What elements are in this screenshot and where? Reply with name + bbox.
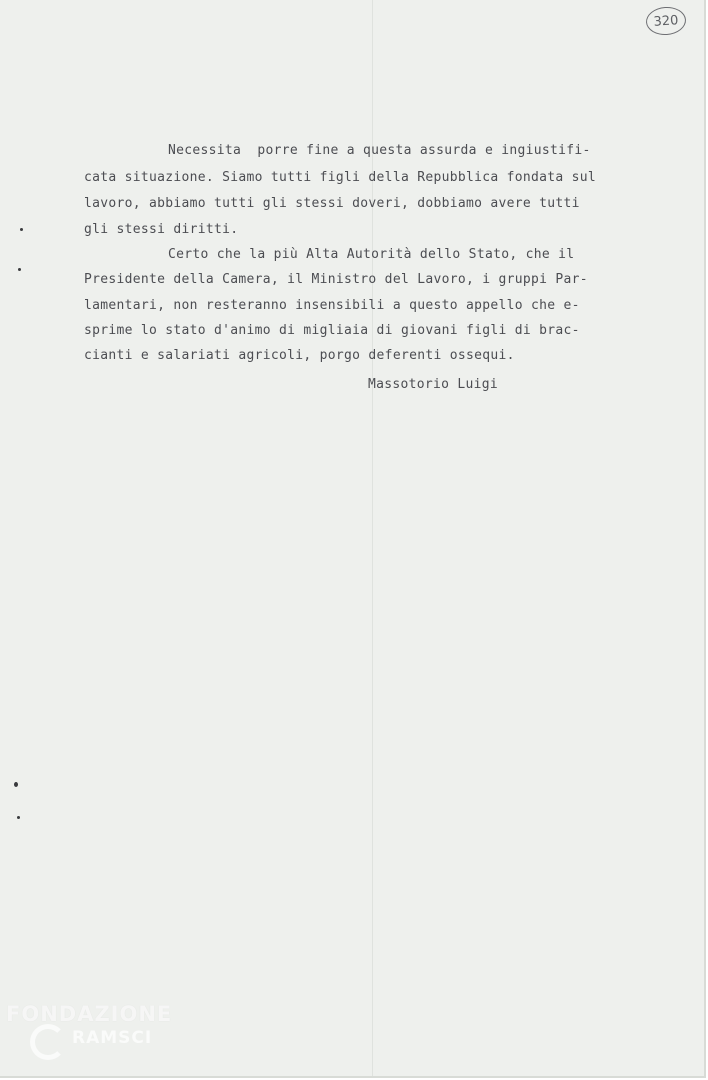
margin-mark xyxy=(18,268,21,271)
page-number-stamp: 320 xyxy=(645,6,687,37)
page-fold xyxy=(372,0,373,1076)
text-line: cata situazione. Siamo tutti figli della Repubblica fondata sul xyxy=(84,170,596,185)
watermark-text: RAMSCI xyxy=(72,1028,153,1048)
margin-mark xyxy=(14,782,18,787)
watermark-text: FONDAZIONE xyxy=(6,1002,173,1026)
text-line: Certo che la più Alta Autorità dello Stato, che il xyxy=(168,247,575,262)
margin-mark xyxy=(17,816,20,819)
signature: Massotorio Luigi xyxy=(368,377,499,392)
text-line: Necessita porre fine a questa assurda e ingiustifi- xyxy=(168,143,591,158)
watermark-g-logo xyxy=(30,1024,66,1060)
archive-watermark xyxy=(6,998,186,1078)
text-line: cianti e salariati agricoli, porgo deferenti ossequi. xyxy=(84,348,515,363)
text-line: sprime lo stato d'animo di migliaia di giovani figli di brac- xyxy=(84,323,580,338)
typed-text xyxy=(0,0,596,392)
text-line: gli stessi diritti. xyxy=(84,222,239,237)
text-line: lavoro, abbiamo tutti gli stessi doveri, dobbiamo avere tutti xyxy=(84,196,580,211)
margin-mark xyxy=(20,228,23,231)
text-line: lamentari, non resteranno insensibili a questo appello che e- xyxy=(84,298,580,313)
text-line: Presidente della Camera, il Ministro del Lavoro, i gruppi Par- xyxy=(84,272,588,287)
